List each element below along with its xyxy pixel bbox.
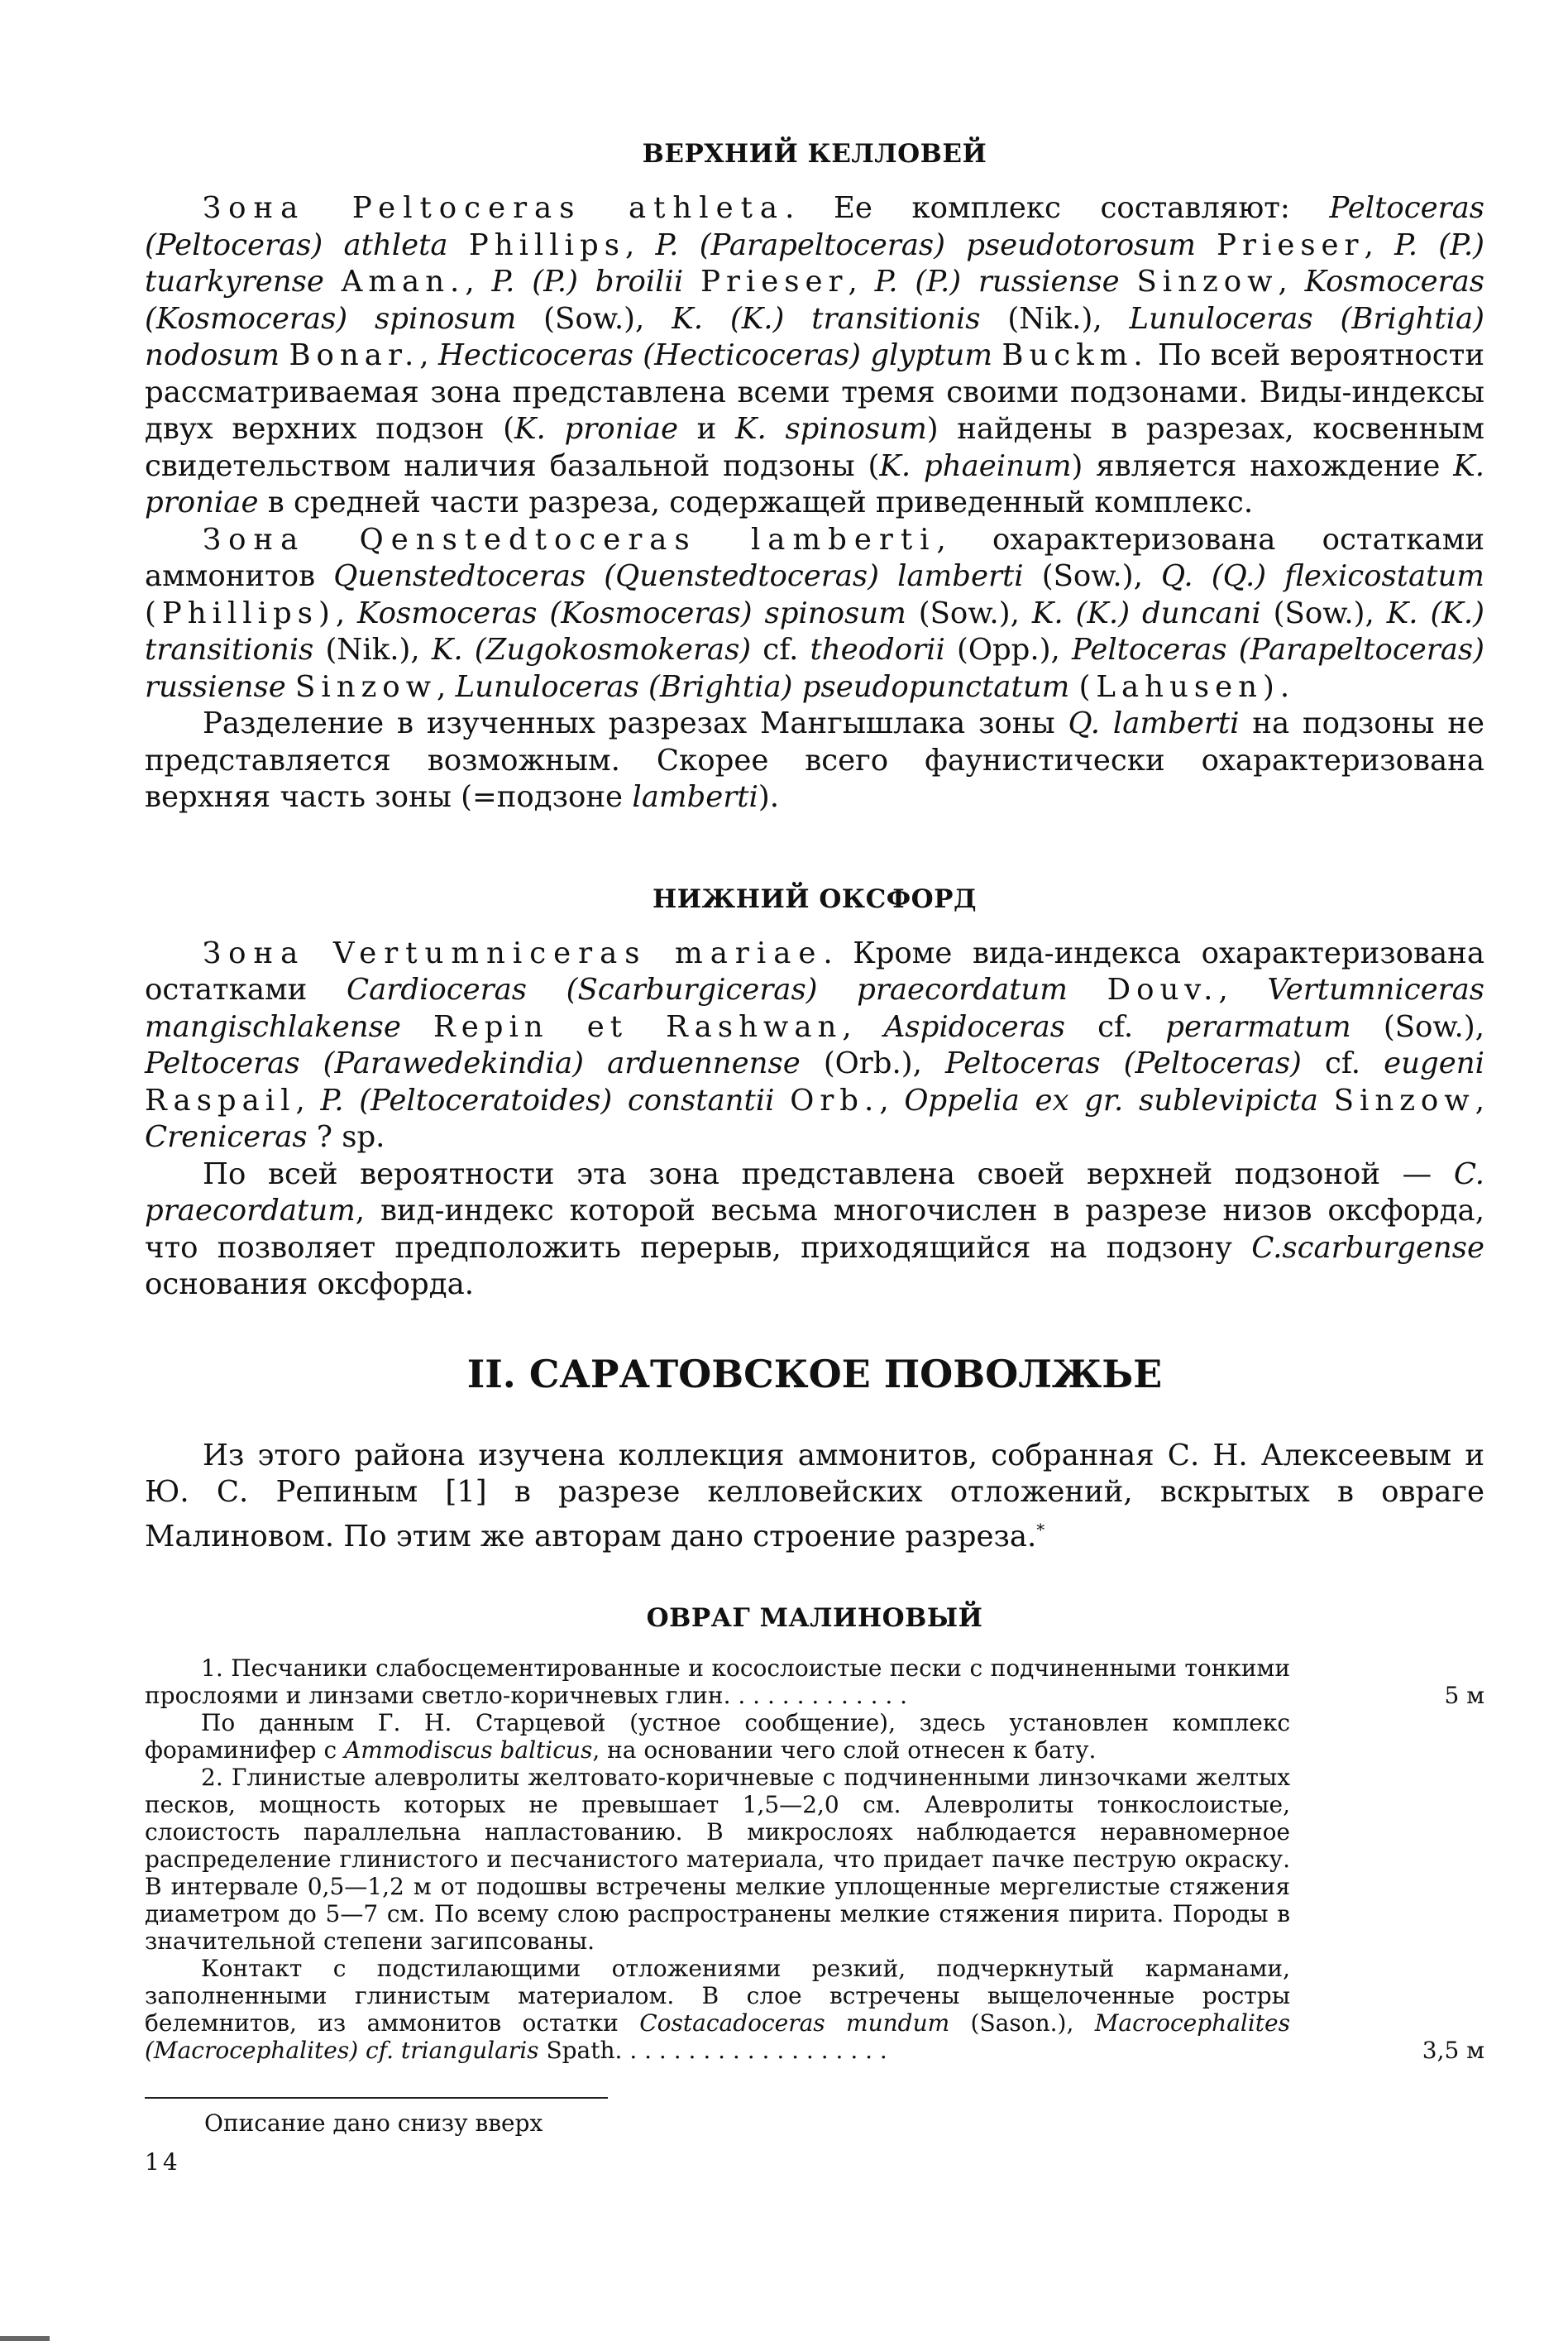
page-body (145, 124, 1484, 2176)
layer-1-note: По данным Г. Н. Старцевой (устное сообщение), здесь установлен комплекс фораминифер с Ammodiscus balticus, на основании чего слой отнесен к бату. (145, 1708, 1290, 1764)
layer-1-description: 1. Песчаники слабосцементированные и косослоистые пески с подчиненными тонкими прослоями и линзами светло-коричневых глин. . . . . . . . . . . . . (145, 1654, 1290, 1709)
paragraph-praecordatum: По всей вероятности эта зона представлена своей верхней подзоной — C. praecordatum, вид-индекс которой весьма многочислен в разрезе низов оксфорда, что позволяет предположить перерыв, приходящийся на подзону C.scarburgense основания оксфорда. (145, 1156, 1484, 1301)
heading-saratov-volga: II. САРАТОВСКОЕ ПОВОЛЖЬЕ (466, 1351, 1163, 1396)
heading-malinovy-ravine: ОВРАГ МАЛИНОВЫЙ (646, 1602, 983, 1633)
layer-2-thickness: 3,5 м (1422, 2036, 1484, 2064)
heading-lower-oxfordian: НИЖНИЙ ОКСФОРД (652, 883, 978, 914)
layer-1-thickness: 5 м (1444, 1681, 1484, 1709)
layer-2-description: 2. Глинистые алевролиты желтовато-коричневые с подчиненными линзочками желтых песков, мощность которых не превышает 1,5—2,0 см. Алевролиты тонкослоистые, слоистость параллельна напластованию. В микрослоях наблюдается неравномерное распределение глинистого и песчанистого материала, что придает пачке пеструю окраску. В интервале 0,5—1,2 м от подошвы встречены мелкие уплощенные мергелистые стяжения диаметром до 5—7 см. По всему слою распространены мелкие стяжения пирита. Породы в значительной степени загипсованы. (145, 1763, 1290, 1955)
layer-1 (145, 1654, 1484, 1709)
footnote-text: Описание дано снизу вверх (204, 2109, 543, 2137)
footnote-divider (145, 2097, 608, 2099)
paragraph-saratov-intro: Из этого района изучена коллекция аммонитов, собранная С. Н. Алексеевым и Ю. С. Репиным [1] в разрезе келловейских отложений, вскрытых в овраге Малиновом. По этим же авторам дано строение разреза.* (145, 1438, 1484, 1554)
paragraph-lamberti-zone: Зона Qenstedtoceras lamberti, охарактеризована остатками аммонитов Quenstedtoceras (Quenstedtoceras) lamberti (Sow.), Q. (Q.) flexicostatum (Phillips), Kosmoceras (Kosmoceras) spinosum (Sow.), K. (K.) duncani (Sow.), K. (K.) transitionis (Nik.), K. (Zugokosmokeras) cf. theodorii (Opp.), Peltoceras (Parapeltoceras) russiense Sinzow, Lunuloceras (Brightia) pseudopunctatum (Lahusen). (145, 522, 1484, 704)
heading-upper-callovian: ВЕРХНИЙ КЕЛЛОВЕЙ (642, 139, 987, 169)
paragraph-athleta-zone: Зона Peltoceras athleta. Ее комплекс составляют: Peltoceras (Peltoceras) athleta Phillips, P. (Parapeltoceras) pseudotorosum Prieser, P. (P.) tuarkyrense Aman., P. (P.) broilii Prieser, P. (P.) russiense Sinzow, Kosmoceras (Kosmoceras) spinosum (Sow.), K. (K.) transitionis (Nik.), Lunuloceras (Brightia) nodosum Bonar., Hecticoceras (Hecticoceras) glyptum Buckm. По всей вероятности рассматриваемая зона представлена всеми тремя своими подзонами. Виды-индексы двух верхних подзон (K. proniae и K. spinosum) найдены в разрезах, косвенным свидетельством наличия базальной подзоны (K. phaeinum) является нахождение K. proniae в средней части разреза, содержащей приведенный комплекс. (145, 191, 1485, 520)
layer-2-note: Контакт с подстилающими отложениями резкий, подчеркнутый карманами, заполненными глинистым материалом. В слое встречены выщелоченные ростры белемнитов, из аммонитов остатки Costacadoceras mundum (Sason.), Macrocephalites (Macrocephalites) cf. triangularis Spath. . . . . . . . . . . . . . . . . . . (145, 1954, 1290, 2064)
paragraph-mariae-zone: Зона Vertumniceras mariae. Кроме вида-индекса охарактеризована остатками Cardioceras (Scarburgiceras) praecordatum Douv., Vertumniceras mangischlakense Repin et Rashwan, Aspidoceras cf. perarmatum (Sow.), Peltoceras (Parawedekindia) arduennense (Orb.), Peltoceras (Peltoceras) cf. eugeni Raspail, P. (Peltoceratoides) constantii Orb., Oppelia ex gr. sublevipicta Sinzow, Creniceras ? sp. (145, 936, 1484, 1154)
footnote-marker: * (1036, 1519, 1045, 1539)
layer-2 (145, 1955, 1484, 2064)
scan-mark (0, 2336, 50, 2341)
paragraph-lamberti-subzones: Разделение в изученных разрезах Мангышлака зоны Q. lamberti на подзоны не представляется возможным. Скорее всего фаунистически охарактеризована верхняя часть зоны (=подзоне lamberti). (145, 706, 1484, 814)
page-number: 14 (145, 2148, 181, 2176)
